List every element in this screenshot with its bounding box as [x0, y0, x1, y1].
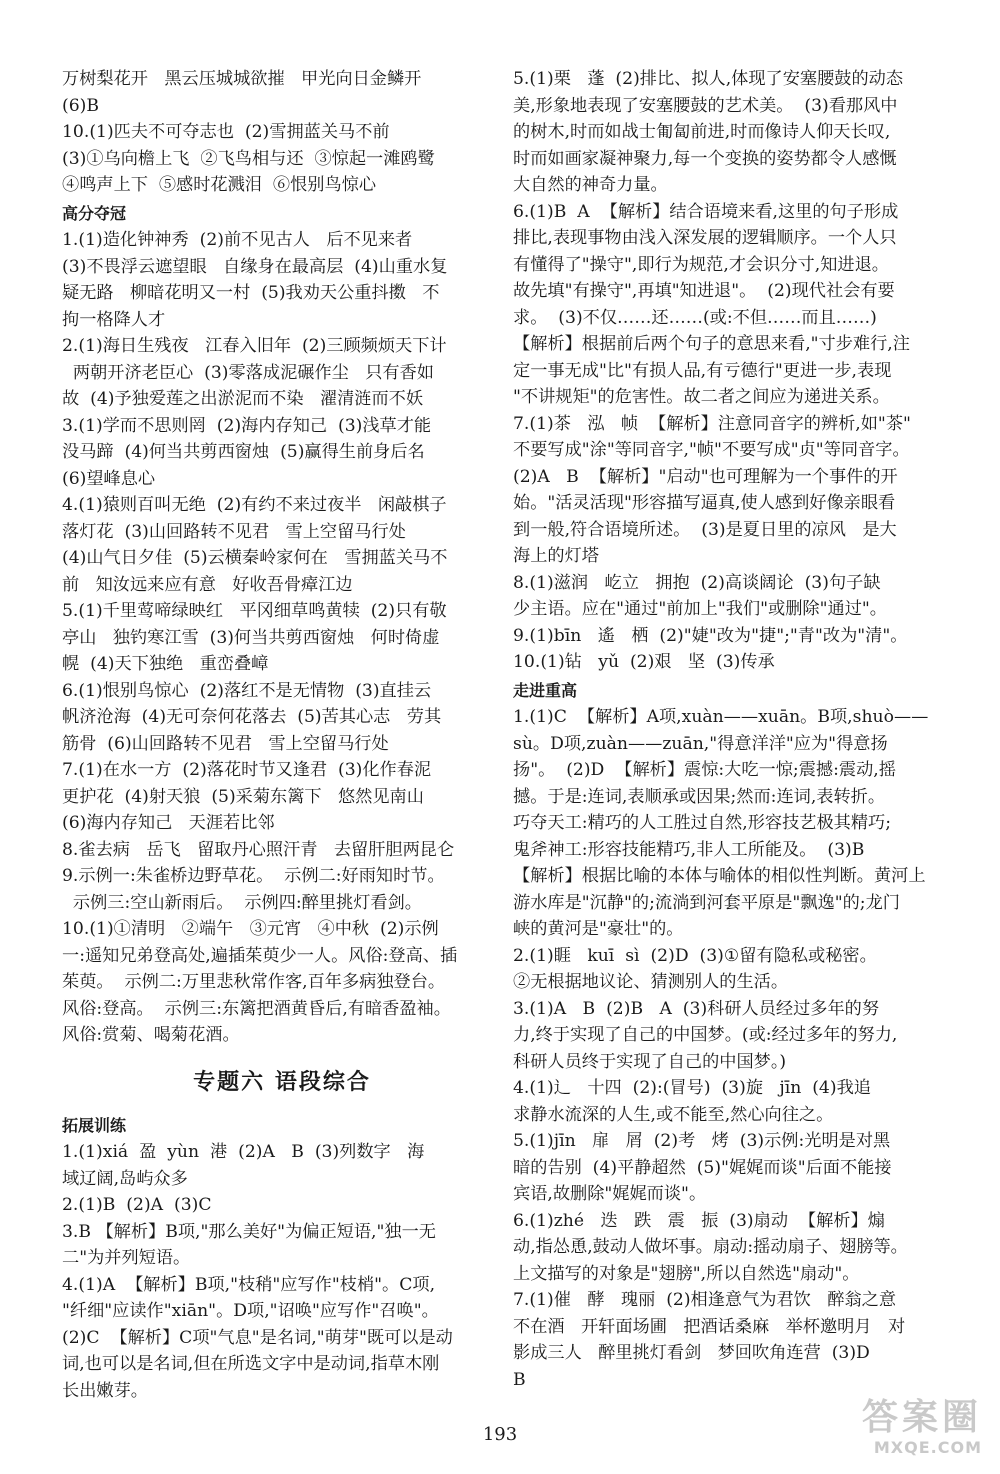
answer-line: 帆济沧海 (4)无可奈何花落去 (5)苦其心志 劳其 — [62, 707, 442, 727]
answer-line: 游水库是"沉静"的;流淌到河套平原是"飘逸"的;龙门 — [513, 892, 900, 913]
watermark-text: 答案圈 — [861, 1397, 982, 1438]
answer-line: ④鸣声上下 ⑤感时花溅泪 ⑥恨别鸟惊心 — [62, 175, 377, 195]
answer-line: 大自然的神奇力量。 — [513, 175, 668, 195]
answer-line: 3.(1)A B (2)B A (3)科研人员经过多年的努 — [513, 998, 880, 1019]
answer-line: 5.(1)栗 蓬 (2)排比、拟人,体现了安塞腰鼓的动态 — [513, 69, 904, 89]
answer-line: B — [513, 1369, 526, 1390]
answer-line: 没马蹄 (4)何当共剪西窗烛 (5)赢得生前身后名 — [62, 442, 425, 462]
answer-line: 两朝开济老臣心 (3)零落成泥碾作尘 只有香如 — [62, 362, 434, 383]
answer-line: 排比,表现事物由浅入深发展的逻辑顺序。一个人只 — [513, 228, 897, 248]
answer-line: 5.(1)千里莺啼绿映红 平冈细草鸣黄犊 (2)只有敬 — [62, 601, 447, 621]
answer-line: 4.(1)猿则百叫无绝 (2)有约不来过夜半 闲敲棋子 — [62, 495, 447, 515]
section-heading: 拓展训练 — [62, 1115, 127, 1135]
answer-line: 5.(1)jīn 扉 屑 (2)考 烤 (3)示例:光明是对黑 — [513, 1131, 891, 1151]
answer-line: 始。"活灵活现"形容描写逼真,使人感到好像亲眼看 — [513, 493, 896, 513]
answer-line: 风俗:登高。 示例三:东篱把酒黄昏后,有暗香盈袖。 — [62, 998, 451, 1019]
answer-line: 6.(1)zhé 迭 跌 震 振 (3)扇动 【解析】煽 — [513, 1210, 885, 1231]
answer-line: 2.(1)B (2)A (3)C — [62, 1195, 212, 1215]
answer-line: 上文描写的对象是"翅膀",所以自然选"扇动"。 — [513, 1263, 860, 1284]
watermark-url: MXQE.COM — [873, 1438, 982, 1457]
answer-line: 万树梨花开 黑云压城城欲摧 甲光向日金鳞开 — [62, 69, 422, 89]
answer-line: 6.(1)B A 【解析】结合语境来看,这里的句子形成 — [513, 201, 899, 222]
answer-line: 幌 (4)天下独绝 重峦叠嶂 — [62, 654, 269, 674]
answer-line: 4.(1)辶 十四 (2):(冒号) (3)旋 jīn (4)我追 — [513, 1078, 871, 1098]
watermark-logo — [832, 1398, 982, 1460]
answer-line: 更护花 (4)射天狼 (5)采菊东篱下 悠然见南山 — [62, 786, 424, 807]
answer-line: 风俗:赏菊、喝菊花酒。 — [62, 1025, 240, 1045]
answer-line: 9.示例一:朱雀桥边野草花。 示例二:好雨知时节。 — [62, 866, 445, 886]
answer-line: (2)A B 【解析】"启动"也可理解为一个事件的开 — [513, 466, 898, 487]
answer-line: 暗的告别 (4)平静超然 (5)"娓娓而谈"后面不能接 — [513, 1157, 892, 1178]
answer-line: 【解析】根据比喻的本体与喻体的相似性判断。黄河上 — [513, 866, 926, 886]
answer-line: 长出嫩芽。 — [62, 1380, 148, 1401]
answer-line: (6)B — [62, 95, 99, 116]
answer-line: 求。 (3)不仅……还……(或:不但……而且……) — [513, 307, 877, 328]
answer-line: (4)山气日夕佳 (5)云横秦岭家何在 雪拥蓝关马不 — [62, 548, 448, 568]
answer-line: 10.(1)钻 yǔ (2)艰 坚 (3)传承 — [513, 652, 775, 672]
answer-line: 求静水流深的人生,或不能至,然心向往之。 — [513, 1104, 834, 1125]
answer-line: 不在酒 开轩面场圃 把酒话桑麻 举杯邀明月 对 — [513, 1316, 906, 1337]
answer-line: ②无根据地议论、猜测别人的生活。 — [513, 972, 789, 992]
answer-line: 4.(1)A 【解析】B项,"枝稍"应写作"枝梢"。C项, — [62, 1274, 436, 1295]
answer-line: 二"为并列短语。 — [62, 1248, 191, 1268]
answer-line: 8.(1)滋润 屹立 拥抱 (2)高谈阔论 (3)句子缺 — [513, 572, 881, 593]
answer-line: 的树木,时而如战士匍匐前进,时而像诗人仰天长叹, — [513, 122, 891, 142]
page-number: 193 — [482, 1424, 518, 1445]
answer-line: 扬"。 (2)D 【解析】震惊:大吃一惊;震撼:震动,摇 — [513, 760, 896, 780]
answer-line: 撼。于是:连词,表顺承或因果;然而:连词,表转折。 — [513, 786, 886, 807]
answer-line: 前 知汝远来应有意 好收吾骨瘴江边 — [62, 574, 353, 595]
answer-line: 【解析】根据前后两个句子的意思来看,"寸步难行,注 — [513, 334, 910, 354]
answer-line: 宾语,故删除"娓娓而谈"。 — [513, 1184, 707, 1204]
answer-line: 美,形象地表现了安塞腰鼓的艺术美。 (3)看那风中 — [513, 95, 898, 116]
answer-line: 7.(1)在水一方 (2)落花时节又逢君 (3)化作春泥 — [62, 760, 432, 780]
right-column — [513, 66, 941, 1393]
answer-line: (2)C 【解析】C项"气息"是名词,"萌芽"既可以是动 — [62, 1327, 453, 1348]
answer-line: 亭山 独钓寒江雪 (3)何当共剪西窗烛 何时倚虚 — [62, 627, 440, 648]
answer-line: 10.(1)①清明 ②端午 ③元宵 ④中秋 (2)示例 — [62, 919, 439, 939]
answer-line: 1.(1)xiá 盈 yùn 港 (2)A B (3)列数字 海 — [62, 1142, 425, 1162]
answer-line: 6.(1)恨别鸟惊心 (2)落红不是无情物 (3)直挂云 — [62, 680, 432, 701]
answer-line: 落灯花 (3)山回路转不见君 雪上空留马行处 — [62, 521, 406, 542]
answer-line: 到一般,符合语境所述。 (3)是夏日里的凉风 是大 — [513, 519, 897, 540]
answer-line: 故先填"有操守",再填"知进退"。 (2)现代社会有要 — [513, 281, 895, 301]
answer-line: 鬼斧神工:形容技能精巧,非人工所能及。 (3)B — [513, 839, 865, 860]
left-column — [62, 66, 502, 1404]
answer-line: (6)海内存知己 天涯若比邻 — [62, 813, 275, 833]
answer-line: 巧夺天工:精巧的人工胜过自然,形容技艺极其精巧; — [513, 813, 891, 833]
answer-line: 9.(1)bīn 遙 栖 (2)"婕"改为"捷";"青"改为"清"。 — [513, 625, 908, 646]
answer-line: sù。D项,zuàn——zuān,"得意洋洋"应为"得意扬 — [513, 733, 888, 754]
answer-line: 8.雀去病 岳飞 留取丹心照汗青 去留肝胆两昆仑 — [62, 839, 455, 860]
answer-line: 科研人员终于实现了自己的中国梦。) — [513, 1051, 787, 1072]
answer-line: (3)不畏浮云遮望眼 自缘身在最高层 (4)山重水复 — [62, 256, 448, 277]
answer-line: (6)望峰息心 — [62, 468, 156, 489]
answer-line: 词,也可以是名词,但在所选文字中是动词,指草木刚 — [62, 1354, 440, 1374]
answer-line: 有懂得了"操守",即行为规范,才会识分寸,知进退。 — [513, 254, 889, 275]
answer-line: 1.(1)C 【解析】A项,xuàn——xuān。B项,shuò—— — [513, 707, 929, 727]
answer-line: 少主语。应在"通过"前加上"我们"或删除"通过"。 — [513, 599, 887, 619]
answer-line: 动,指怂恿,鼓动人做坏事。扇动:摇动扇子、翅膀等。 — [513, 1237, 908, 1257]
answer-line: 1.(1)造化钟神秀 (2)前不见古人 后不见来者 — [62, 230, 413, 250]
chapter-title: 专题六 语段综合 — [193, 1069, 371, 1095]
answer-line: 影成三人 醉里挑灯看剑 梦回吹角连营 (3)D — [513, 1343, 870, 1363]
answer-line: 海上的灯塔 — [513, 546, 599, 566]
answer-line: 定一事无成"比"有损人品,有亏德行"更进一步,表现 — [513, 360, 892, 381]
answer-line: 2.(1)睚 kuī sì (2)D (3)①留有隐私或秘密。 — [513, 945, 877, 966]
answer-line: 示例三:空山新雨后。 示例四:醉里挑灯看剑。 — [62, 892, 422, 913]
answer-line: 拘一格降人才 — [62, 309, 166, 330]
answer-line: 7.(1)催 酵 瑰丽 (2)相逢意气为君饮 醉翁之意 — [513, 1290, 897, 1310]
section-heading: 高分夺冠 — [62, 203, 127, 223]
answer-line: "不讲规矩"的危害性。故二者之间应为递进关系。 — [513, 387, 890, 407]
answer-line: 故 (4)予独爱莲之出淤泥而不染 濯清涟而不妖 — [62, 389, 424, 409]
answer-line: 时而如画家凝神聚力,每一个变换的姿势都令人感慨 — [513, 148, 897, 169]
answer-line: 域辽阔,岛屿众多 — [62, 1168, 188, 1189]
answer-line: 7.(1)茶 泓 帧 【解析】注意同音字的辨析,如"茶" — [513, 413, 911, 434]
answer-line: 峡的黄河是"豪壮"的。 — [513, 919, 684, 939]
answer-line: 疑无路 柳暗花明又一村 (5)我劝天公重抖擞 不 — [62, 283, 440, 303]
answer-line: 不要写成"涂"等同音字,"帧"不要写成"贞"等同音字。 — [513, 440, 910, 460]
answer-line: 10.(1)匹夫不可夺志也 (2)雪拥蓝关马不前 — [62, 122, 390, 142]
answer-line: 2.(1)海日生残夜 江春入旧年 (2)三顾频烦天下计 — [62, 336, 447, 356]
section-heading: 走进重高 — [513, 680, 578, 700]
answer-line: 3.B 【解析】B项,"那么美好"为偏正短语,"独一无 — [62, 1221, 436, 1242]
answer-line: 茱萸。 示例二:万里悲秋常作客,百年多病独登台。 — [62, 972, 446, 992]
answer-line: "纤细"应读作"xiān"。D项,"诏唤"应写作"召唤"。 — [62, 1301, 439, 1321]
answer-line: (3)①乌向檐上飞 ②飞鸟相与还 ③惊起一滩鸥鹭 — [62, 148, 435, 169]
answer-line: 3.(1)学而不思则罔 (2)海内存知己 (3)浅草才能 — [62, 415, 432, 436]
answer-line: 筋骨 (6)山回路转不见君 雪上空留马行处 — [62, 733, 389, 754]
answer-line: 力,终于实现了自己的中国梦。(或:经过多年的努力, — [513, 1025, 898, 1045]
answer-line: 一:遥知兄弟登高处,遍插茱萸少一人。风俗:登高、插 — [62, 945, 458, 966]
